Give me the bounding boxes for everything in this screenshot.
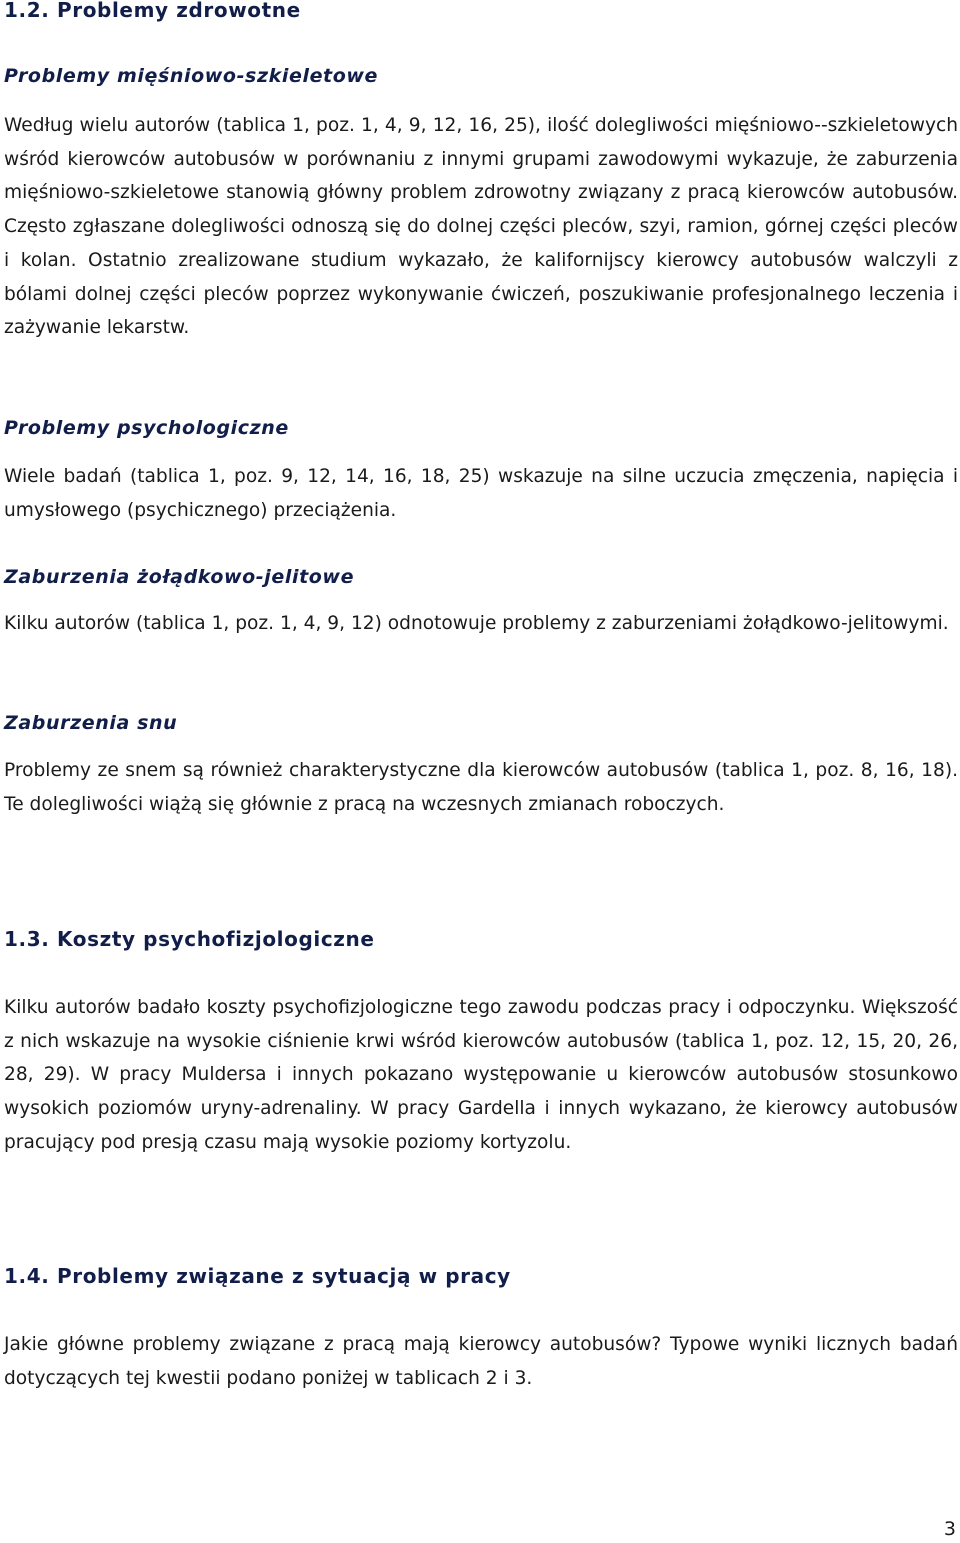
section-title: 1.4. Problemy związane z sytuacją w pracy: [4, 1264, 511, 1288]
paragraph-musculoskeletal: [4, 109, 958, 345]
paragraph-gastro: [4, 607, 958, 641]
section-1-3: [4, 927, 958, 951]
subsection-musculoskeletal: [4, 64, 958, 88]
subsection-psychological: [4, 416, 958, 440]
paragraph: Wiele badań (tablica 1, poz. 9, 12, 14, 16, 18, 25) wskazuje na silne uczucia zmęczenia, napięcia i umysłowego (psychicznego) przeciążenia.: [4, 466, 958, 521]
paragraph: Kilku autorów badało koszty psychofizjologiczne tego zawodu podczas pracy i odpoczynku. Większość z nich wskazuje na wysokie ciśnienie krwi wśród kierowców autobusów (tablica 1, poz. 12, 15, 20, 26, 28, 29). W pracy Muldersa i innych pokazano występowanie u kierowców autobusów stosunkowo wysokich poziomów uryny-adrenaliny. W pracy Gardella i innych wykazano, że kierowcy autobusów pracujący pod presją czasu mają wysokie poziomy kortyzolu.: [4, 997, 958, 1153]
paragraph: Według wielu autorów (tablica 1, poz. 1, 4, 9, 12, 16, 25), ilość dolegliwości mięśniowo--szkieletowych wśród kierowców autobusów w porównaniu z innymi grupami zawodowymi wykazuje, że zaburzenia mięśniowo-szkieletowe stanowią główny problem zdrowotny związany z pracą kierowców autobusów. Często zgłaszane dolegliwości odnoszą się do dolnej części pleców, szyi, ramion, górnej części pleców i kolan. Ostatnio zrealizowane studium wykazało, że kalifornijscy kierowcy autobusów walczyli z bólami dolnej części pleców poprzez wykonywanie ćwiczeń, poszukiwanie profesjonalnego leczenia i zażywanie lekarstw.: [4, 115, 958, 339]
subsection-sleep: [4, 711, 958, 735]
page-number: 3: [943, 1518, 956, 1540]
paragraph-costs: [4, 991, 958, 1160]
paragraph-psychological: [4, 460, 958, 527]
subsection-heading: Problemy psychologiczne: [4, 417, 289, 439]
subsection-heading: Problemy mięśniowo-szkieletowe: [4, 65, 379, 87]
section-1-4: [4, 1264, 958, 1288]
paragraph: Kilku autorów (tablica 1, poz. 1, 4, 9, 12) odnotowuje problemy z zaburzeniami żołądkowo-jelitowymi.: [4, 613, 949, 634]
subsection-heading: Zaburzenia snu: [4, 712, 178, 734]
section-1-2: [4, 0, 958, 22]
subsection-gastro: [4, 565, 958, 589]
section-title: 1.3. Koszty psychofizjologiczne: [4, 927, 375, 951]
paragraph-work-problems: [4, 1328, 958, 1395]
subsection-heading: Zaburzenia żołądkowo-jelitowe: [4, 566, 355, 588]
section-title: 1.2. Problemy zdrowotne: [4, 0, 301, 22]
paragraph-sleep: [4, 754, 958, 821]
paragraph: Jakie główne problemy związane z pracą mają kierowcy autobusów? Typowe wyniki licznych badań dotyczących tej kwestii podano poniżej w tablicach 2 i 3.: [4, 1334, 958, 1389]
paragraph: Problemy ze snem są również charakterystyczne dla kierowców autobusów (tablica 1, poz. 8, 16, 18). Te dolegliwości wiążą się głównie z pracą na wczesnych zmianach roboczych.: [4, 760, 958, 815]
